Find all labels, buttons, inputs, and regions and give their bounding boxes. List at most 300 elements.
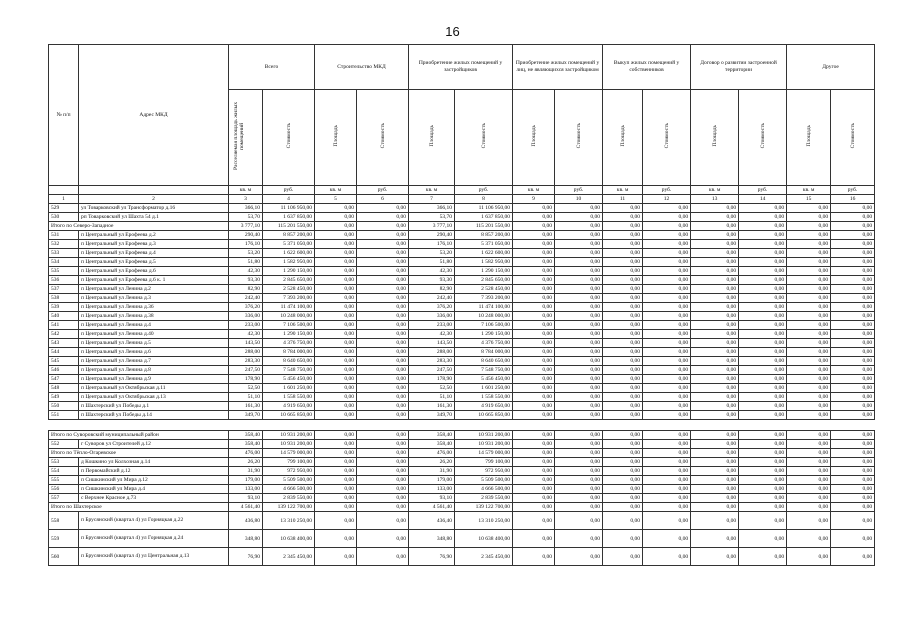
row-value: 0,00	[357, 503, 409, 512]
row-value: 0,00	[691, 449, 739, 458]
table-row	[49, 294, 875, 303]
table-row	[49, 440, 875, 449]
row-value: 0,00	[831, 357, 875, 366]
row-value: 0,00	[555, 411, 603, 420]
row-value: 4 666 500,00	[263, 485, 315, 494]
unit-cell: кв. м	[513, 186, 555, 195]
row-value: 0,00	[603, 485, 643, 494]
row-value: 0,00	[831, 411, 875, 420]
row-value: 0,00	[555, 213, 603, 222]
row-value: 10 931 200,00	[263, 440, 315, 449]
row-value: 0,00	[357, 512, 409, 530]
row-number: 545	[49, 357, 79, 366]
row-value: 31,90	[409, 467, 455, 476]
col-number: 12	[643, 195, 691, 204]
row-value: 0,00	[643, 240, 691, 249]
row-value: 0,00	[315, 494, 357, 503]
table-row	[49, 494, 875, 503]
table-row	[49, 267, 875, 276]
row-value: 0,00	[315, 440, 357, 449]
row-value: 0,00	[739, 330, 787, 339]
row-value: 0,00	[603, 294, 643, 303]
row-value: 1 290 150,00	[263, 330, 315, 339]
row-number: 554	[49, 467, 79, 476]
col-number: 1	[49, 195, 79, 204]
table-gap-row	[49, 420, 875, 431]
row-value: 0,00	[787, 503, 831, 512]
col-number: 2	[79, 195, 229, 204]
row-value: 0,00	[315, 312, 357, 321]
row-value: 0,00	[643, 339, 691, 348]
row-value: 476,00	[409, 449, 455, 458]
row-value: 0,00	[315, 476, 357, 485]
row-value: 0,00	[643, 348, 691, 357]
row-number: 552	[49, 440, 79, 449]
row-number: 540	[49, 312, 79, 321]
row-value: 0,00	[691, 330, 739, 339]
table-row	[49, 384, 875, 393]
row-value: 0,00	[643, 222, 691, 231]
row-value: 0,00	[357, 321, 409, 330]
row-value: 0,00	[643, 512, 691, 530]
row-value: 0,00	[357, 485, 409, 494]
row-value: 0,00	[555, 303, 603, 312]
row-value: 11 106 950,00	[455, 204, 513, 213]
row-value: 0,00	[315, 458, 357, 467]
row-value: 247,50	[409, 366, 455, 375]
row-value: 0,00	[513, 330, 555, 339]
row-address: с Верхнее Красное д.73	[79, 494, 229, 503]
row-address: п Первомайский д.12	[79, 467, 229, 476]
row-value: 0,00	[315, 411, 357, 420]
row-value: 0,00	[603, 204, 643, 213]
unit-cell: руб.	[643, 186, 691, 195]
row-value: 1 290 150,00	[455, 330, 513, 339]
row-value: 8 857 200,00	[455, 231, 513, 240]
table-row	[49, 357, 875, 366]
row-value: 0,00	[357, 357, 409, 366]
row-value: 51,80	[229, 258, 263, 267]
row-value: 0,00	[315, 357, 357, 366]
row-number: 541	[49, 321, 79, 330]
row-value: 0,00	[831, 512, 875, 530]
unit-cell: кв. м	[229, 186, 263, 195]
row-value: 0,00	[691, 249, 739, 258]
row-value: 0,00	[357, 366, 409, 375]
row-value: 0,00	[603, 285, 643, 294]
row-value: 1 622 600,00	[263, 249, 315, 258]
row-value: 8 640 650,00	[263, 357, 315, 366]
row-value: 358,40	[229, 440, 263, 449]
row-value: 0,00	[739, 467, 787, 476]
row-value: 0,00	[315, 530, 357, 548]
row-value: 0,00	[357, 222, 409, 231]
row-value: 51,80	[409, 258, 455, 267]
row-value: 0,00	[315, 548, 357, 566]
row-value: 0,00	[739, 231, 787, 240]
row-number: 543	[49, 339, 79, 348]
row-value: 176,10	[229, 240, 263, 249]
row-value: 0,00	[787, 512, 831, 530]
header-group-non-developers: Приобретение жилых помещений у лиц, не являющихся застройщиком	[513, 45, 603, 90]
row-value: 0,00	[787, 402, 831, 411]
row-value: 0,00	[787, 348, 831, 357]
row-value: 0,00	[691, 258, 739, 267]
subtotal-row	[49, 431, 875, 440]
row-value: 11 106 950,00	[263, 204, 315, 213]
row-value: 0,00	[739, 249, 787, 258]
row-value: 1 290 150,00	[455, 267, 513, 276]
table-row	[49, 276, 875, 285]
row-value: 52,50	[229, 384, 263, 393]
resettlement-table	[48, 44, 875, 566]
row-value: 0,00	[315, 402, 357, 411]
row-value: 0,00	[739, 530, 787, 548]
row-value: 0,00	[739, 258, 787, 267]
row-value: 358,40	[409, 431, 455, 440]
unit-cell: руб.	[555, 186, 603, 195]
row-value: 0,00	[357, 494, 409, 503]
row-value: 0,00	[513, 357, 555, 366]
row-value: 10 638 400,00	[455, 530, 513, 548]
row-number: 546	[49, 366, 79, 375]
row-value: 0,00	[357, 411, 409, 420]
row-value: 0,00	[603, 512, 643, 530]
header-cost: Стоимость	[849, 123, 856, 149]
row-address: п Центральный ул Ленина д.9	[79, 375, 229, 384]
row-value: 0,00	[357, 204, 409, 213]
page-number: 16	[445, 24, 460, 39]
row-value: 0,00	[513, 339, 555, 348]
row-value: 0,00	[739, 348, 787, 357]
row-value: 0,00	[739, 411, 787, 420]
row-value: 2 845 650,00	[455, 276, 513, 285]
row-value: 0,00	[357, 530, 409, 548]
row-value: 0,00	[357, 285, 409, 294]
row-value: 0,00	[357, 402, 409, 411]
row-value: 0,00	[555, 357, 603, 366]
row-value: 82,90	[409, 285, 455, 294]
row-address: Итого по Суворовский муниципальный район	[49, 431, 229, 440]
row-value: 376,20	[229, 303, 263, 312]
row-value: 0,00	[603, 276, 643, 285]
row-value: 0,00	[787, 431, 831, 440]
row-value: 0,00	[831, 402, 875, 411]
header-group-developers: Приобретение жилых помещений у застройщиков	[409, 45, 513, 90]
row-value: 0,00	[555, 530, 603, 548]
row-value: 0,00	[555, 276, 603, 285]
row-address: Итого по Северо-Западное	[49, 222, 229, 231]
row-value: 0,00	[555, 267, 603, 276]
row-value: 0,00	[315, 512, 357, 530]
row-value: 0,00	[315, 485, 357, 494]
row-value: 0,00	[513, 321, 555, 330]
row-value: 0,00	[315, 231, 357, 240]
row-value: 0,00	[315, 431, 357, 440]
row-value: 0,00	[513, 512, 555, 530]
row-value: 0,00	[691, 530, 739, 548]
row-value: 93,30	[229, 276, 263, 285]
row-value: 5 456 450,00	[455, 375, 513, 384]
row-value: 7 393 200,00	[263, 294, 315, 303]
table-row	[49, 231, 875, 240]
row-value: 0,00	[357, 339, 409, 348]
row-value: 0,00	[739, 494, 787, 503]
row-value: 366,10	[409, 204, 455, 213]
row-value: 0,00	[787, 449, 831, 458]
row-value: 0,00	[691, 512, 739, 530]
row-value: 366,10	[229, 204, 263, 213]
row-value: 8 784 000,00	[263, 348, 315, 357]
row-number: 558	[49, 512, 79, 530]
row-value: 0,00	[555, 258, 603, 267]
row-value: 2 839 550,00	[455, 494, 513, 503]
row-number: 550	[49, 402, 79, 411]
table-row	[49, 375, 875, 384]
row-value: 0,00	[603, 458, 643, 467]
row-value: 4 666 500,00	[455, 485, 513, 494]
row-value: 0,00	[643, 503, 691, 512]
row-value: 0,00	[513, 258, 555, 267]
row-value: 0,00	[555, 348, 603, 357]
row-value: 0,00	[603, 384, 643, 393]
row-value: 8 784 000,00	[455, 348, 513, 357]
header-address: Адрес МКД	[79, 45, 229, 186]
row-value: 0,00	[691, 440, 739, 449]
row-value: 336,00	[409, 312, 455, 321]
row-value: 0,00	[691, 294, 739, 303]
row-value: 288,00	[409, 348, 455, 357]
row-value: 0,00	[643, 294, 691, 303]
row-number: 537	[49, 285, 79, 294]
row-value: 7 106 500,00	[455, 321, 513, 330]
row-number: 538	[49, 294, 79, 303]
row-value: 0,00	[739, 512, 787, 530]
row-value: 0,00	[513, 249, 555, 258]
header-group-construction: Строительство МКД	[315, 45, 409, 90]
row-value: 0,00	[643, 321, 691, 330]
col-number: 10	[555, 195, 603, 204]
row-value: 4 376 750,00	[455, 339, 513, 348]
row-value: 0,00	[691, 339, 739, 348]
row-number: 549	[49, 393, 79, 402]
row-value: 0,00	[513, 530, 555, 548]
row-value: 0,00	[691, 476, 739, 485]
row-value: 0,00	[603, 402, 643, 411]
row-address: Итого по Шахтерское	[49, 503, 229, 512]
row-value: 0,00	[315, 222, 357, 231]
row-value: 0,00	[315, 294, 357, 303]
row-value: 31,90	[229, 467, 263, 476]
row-value: 42,30	[229, 330, 263, 339]
row-value: 0,00	[831, 222, 875, 231]
row-value: 5 371 050,00	[455, 240, 513, 249]
row-value: 115 201 550,00	[455, 222, 513, 231]
row-value: 51,10	[229, 393, 263, 402]
row-value: 0,00	[831, 330, 875, 339]
row-value: 179,00	[409, 476, 455, 485]
row-value: 82,90	[229, 285, 263, 294]
row-value: 0,00	[831, 213, 875, 222]
header-total-area: Расселяемая площадь жилых помещений	[232, 101, 245, 171]
row-value: 0,00	[555, 285, 603, 294]
row-value: 93,30	[409, 276, 455, 285]
table-row	[49, 240, 875, 249]
header-no: № п/п	[49, 45, 79, 186]
row-value: 13 310 250,00	[455, 512, 513, 530]
row-value: 0,00	[739, 431, 787, 440]
row-value: 0,00	[691, 431, 739, 440]
row-value: 0,00	[643, 213, 691, 222]
row-value: 0,00	[513, 366, 555, 375]
row-value: 0,00	[357, 330, 409, 339]
col-number: 8	[455, 195, 513, 204]
row-value: 0,00	[513, 303, 555, 312]
row-number: 557	[49, 494, 79, 503]
row-number: 529	[49, 204, 79, 213]
row-value: 0,00	[315, 258, 357, 267]
row-address: п Брусянский (квартал 4) ул Горняцкая д.24	[79, 530, 229, 548]
row-value: 0,00	[739, 339, 787, 348]
table-row	[49, 348, 875, 357]
row-value: 2 345 450,00	[455, 548, 513, 566]
unit-cell: кв. м	[409, 186, 455, 195]
row-value: 0,00	[357, 258, 409, 267]
row-value: 2 528 450,00	[263, 285, 315, 294]
row-value: 242,40	[229, 294, 263, 303]
row-value: 0,00	[603, 393, 643, 402]
row-value: 93,10	[229, 494, 263, 503]
row-value: 0,00	[357, 213, 409, 222]
row-address: п Сишкинский ул Мира д.12	[79, 476, 229, 485]
row-value: 283,30	[229, 357, 263, 366]
row-value: 0,00	[555, 458, 603, 467]
row-value: 0,00	[787, 530, 831, 548]
row-value: 0,00	[513, 476, 555, 485]
row-value: 0,00	[831, 449, 875, 458]
row-value: 0,00	[787, 485, 831, 494]
row-value: 0,00	[643, 357, 691, 366]
row-value: 0,00	[513, 440, 555, 449]
row-value: 0,00	[831, 366, 875, 375]
row-value: 0,00	[357, 348, 409, 357]
row-address: п Брусянский (квартал 4) ул Центральная д.13	[79, 548, 229, 566]
row-value: 0,00	[513, 503, 555, 512]
row-address: п Центральный ул Октябрьская д.11	[79, 384, 229, 393]
row-value: 1 622 600,00	[455, 249, 513, 258]
row-value: 0,00	[831, 276, 875, 285]
row-number: 544	[49, 348, 79, 357]
row-value: 0,00	[739, 503, 787, 512]
row-value: 0,00	[831, 485, 875, 494]
header-cost: Стоимость	[379, 123, 386, 149]
row-address: п Центральный ул Ленина д.36	[79, 303, 229, 312]
row-address: д Кошкино ул Колхозная д.14	[79, 458, 229, 467]
row-value: 0,00	[357, 476, 409, 485]
row-value: 0,00	[513, 467, 555, 476]
row-value: 0,00	[357, 249, 409, 258]
row-value: 2 845 650,00	[263, 276, 315, 285]
row-value: 0,00	[603, 440, 643, 449]
table-row	[49, 303, 875, 312]
row-value: 0,00	[691, 467, 739, 476]
mkd-table-sheet	[48, 44, 874, 566]
row-value: 0,00	[787, 285, 831, 294]
header-group-development-agreement: Договор о развитии застроенной территории	[691, 45, 787, 90]
row-address: п Центральный ул Ленина д.2	[79, 285, 229, 294]
row-value: 1 637 850,00	[455, 213, 513, 222]
row-value: 179,00	[229, 476, 263, 485]
row-value: 0,00	[787, 393, 831, 402]
row-value: 0,00	[643, 375, 691, 384]
row-value: 0,00	[603, 339, 643, 348]
row-value: 0,00	[555, 476, 603, 485]
row-number: 542	[49, 330, 79, 339]
row-address: ул Товарковский ул Трансформатор д.16	[79, 204, 229, 213]
row-value: 0,00	[739, 393, 787, 402]
row-value: 0,00	[357, 303, 409, 312]
row-value: 76,90	[409, 548, 455, 566]
subtotal-row	[49, 449, 875, 458]
row-value: 11 474 100,00	[455, 303, 513, 312]
row-value: 51,10	[409, 393, 455, 402]
row-value: 4 561,40	[229, 503, 263, 512]
unit-cell: руб.	[263, 186, 315, 195]
unit-cell: кв. м	[787, 186, 831, 195]
row-value: 0,00	[555, 339, 603, 348]
row-value: 0,00	[643, 249, 691, 258]
row-address: рп Товарковский ул Шахта 54 д.1	[79, 213, 229, 222]
row-value: 0,00	[831, 431, 875, 440]
row-value: 1 601 250,00	[263, 384, 315, 393]
row-value: 0,00	[603, 467, 643, 476]
row-value: 0,00	[315, 366, 357, 375]
table-row	[49, 485, 875, 494]
row-number: 539	[49, 303, 79, 312]
row-value: 2 528 450,00	[455, 285, 513, 294]
table-row	[49, 321, 875, 330]
row-value: 139 122 700,00	[263, 503, 315, 512]
row-value: 0,00	[787, 231, 831, 240]
row-address: п Центральный ул Ерофеева д.5	[79, 258, 229, 267]
row-value: 0,00	[787, 276, 831, 285]
row-value: 0,00	[513, 285, 555, 294]
row-value: 0,00	[787, 366, 831, 375]
row-value: 242,40	[409, 294, 455, 303]
row-value: 0,00	[603, 366, 643, 375]
row-value: 0,00	[513, 294, 555, 303]
row-address: п Центральный ул Ленина д.8	[79, 366, 229, 375]
row-value: 0,00	[739, 321, 787, 330]
row-value: 349,70	[229, 411, 263, 420]
row-value: 0,00	[555, 393, 603, 402]
row-address: п Брусянский (квартал 4) ул Горняцкая д.22	[79, 512, 229, 530]
row-value: 0,00	[787, 440, 831, 449]
row-value: 0,00	[357, 294, 409, 303]
row-value: 0,00	[739, 449, 787, 458]
row-address: п Центральный ул Ленина д.7	[79, 357, 229, 366]
row-value: 7 548 750,00	[263, 366, 315, 375]
row-value: 0,00	[357, 431, 409, 440]
row-value: 0,00	[691, 411, 739, 420]
row-value: 0,00	[831, 384, 875, 393]
unit-cell: руб.	[739, 186, 787, 195]
row-value: 0,00	[739, 222, 787, 231]
row-value: 0,00	[643, 485, 691, 494]
row-value: 0,00	[831, 249, 875, 258]
row-value: 11 474 100,00	[263, 303, 315, 312]
row-value: 0,00	[603, 449, 643, 458]
